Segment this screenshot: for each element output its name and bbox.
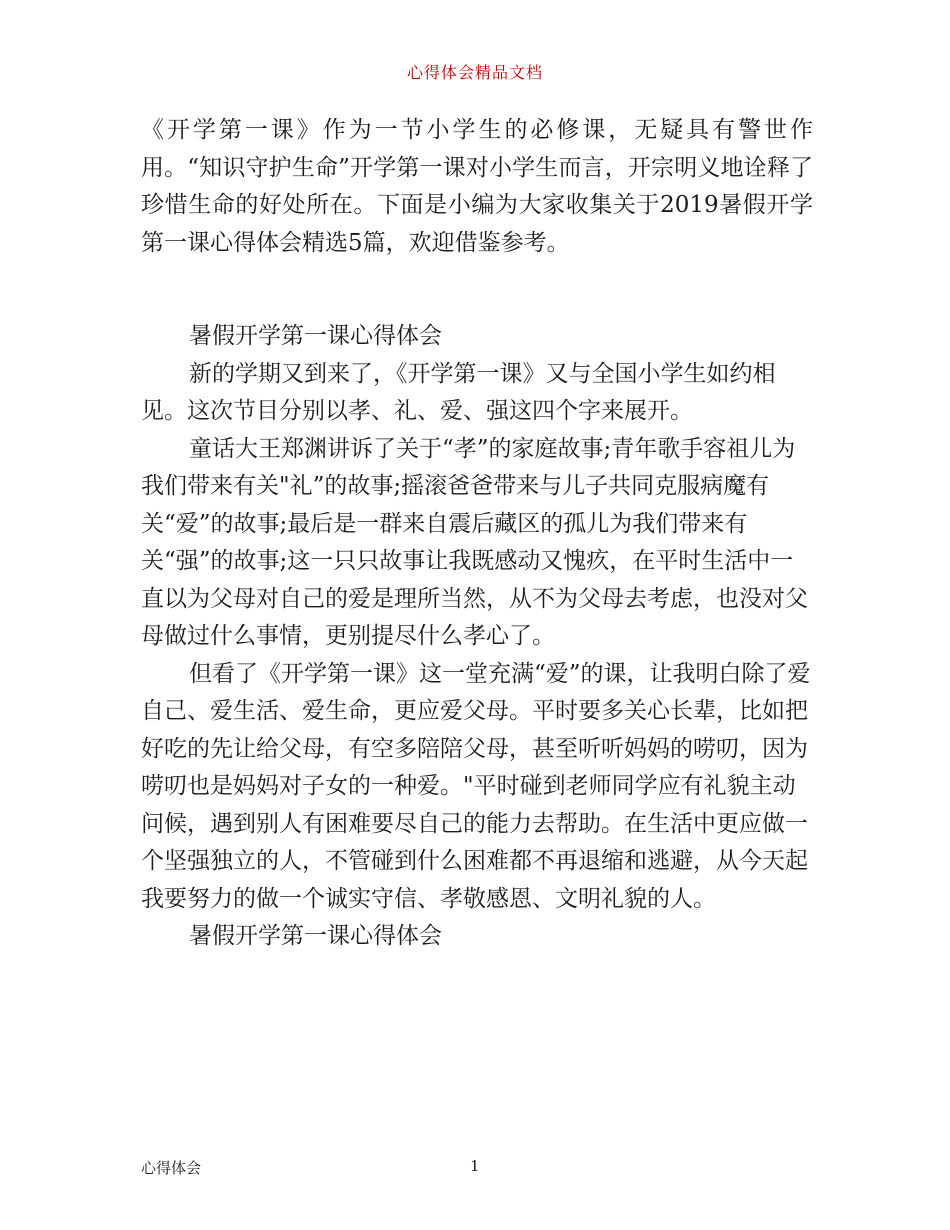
document-body [141, 112, 813, 956]
body-paragraph: 但看了《开学第一课》这一堂充满“爱”的课，让我明白除了爱自己、爱生活、爱生命，更应爱父母。平时要多关心长辈，比如把好吃的先让给父母，有空多陪陪父母，甚至听听妈妈的唠叨，因为唠叨也是妈妈对子女的一种爱。"平时碰到老师同学应有礼貌主动问候，遇到别人有困难要尽自己的能力去帮助。在生活中更应做一个坚强独立的人，不管碰到什么困难都不再退缩和逃避，从今天起我要努力的做一个诚实守信、孝敬感恩、文明礼貌的人。 [141, 660, 811, 912]
section-heading: 暑假开学第一课心得体会 [189, 323, 442, 349]
page-number: 1 [470, 1157, 480, 1175]
footer-label: 心得体会 [141, 1159, 202, 1177]
document-header: 心得体会精品文档 [406, 63, 543, 82]
intro-paragraph: 《开学第一课》作为一节小学生的必修课，无疑具有警世作用。“知识守护生命”开学第一课对小学生而言，开宗明义地诠释了珍惜生命的好处所在。下面是小编为大家收集关于2019暑假开学第一课心得体会精选5篇，欢迎借鉴参考。 [141, 117, 813, 256]
body-paragraph: 童话大王郑渊讲诉了关于“孝”的家庭故事;青年歌手容祖儿为我们带来有关"礼”的故事;摇滚爸爸带来与儿子共同克服病魔有关“爱”的故事;最后是一群来自震后藏区的孤儿为我们带来有关“强”的故事;这一只只故事让我既感动又愧疚，在平时生活中一直以为父母对自己的爱是理所当然，从不为父母去考虑，也没对父母做过什么事情，更别提尽什么孝心了。 [141, 435, 808, 649]
body-paragraph: 新的学期又到来了，《开学第一课》又与全国小学生如约相见。这次节目分别以孝、礼、爱、强这四个字来展开。 [141, 360, 776, 424]
section-heading: 暑假开学第一课心得体会 [189, 923, 442, 949]
